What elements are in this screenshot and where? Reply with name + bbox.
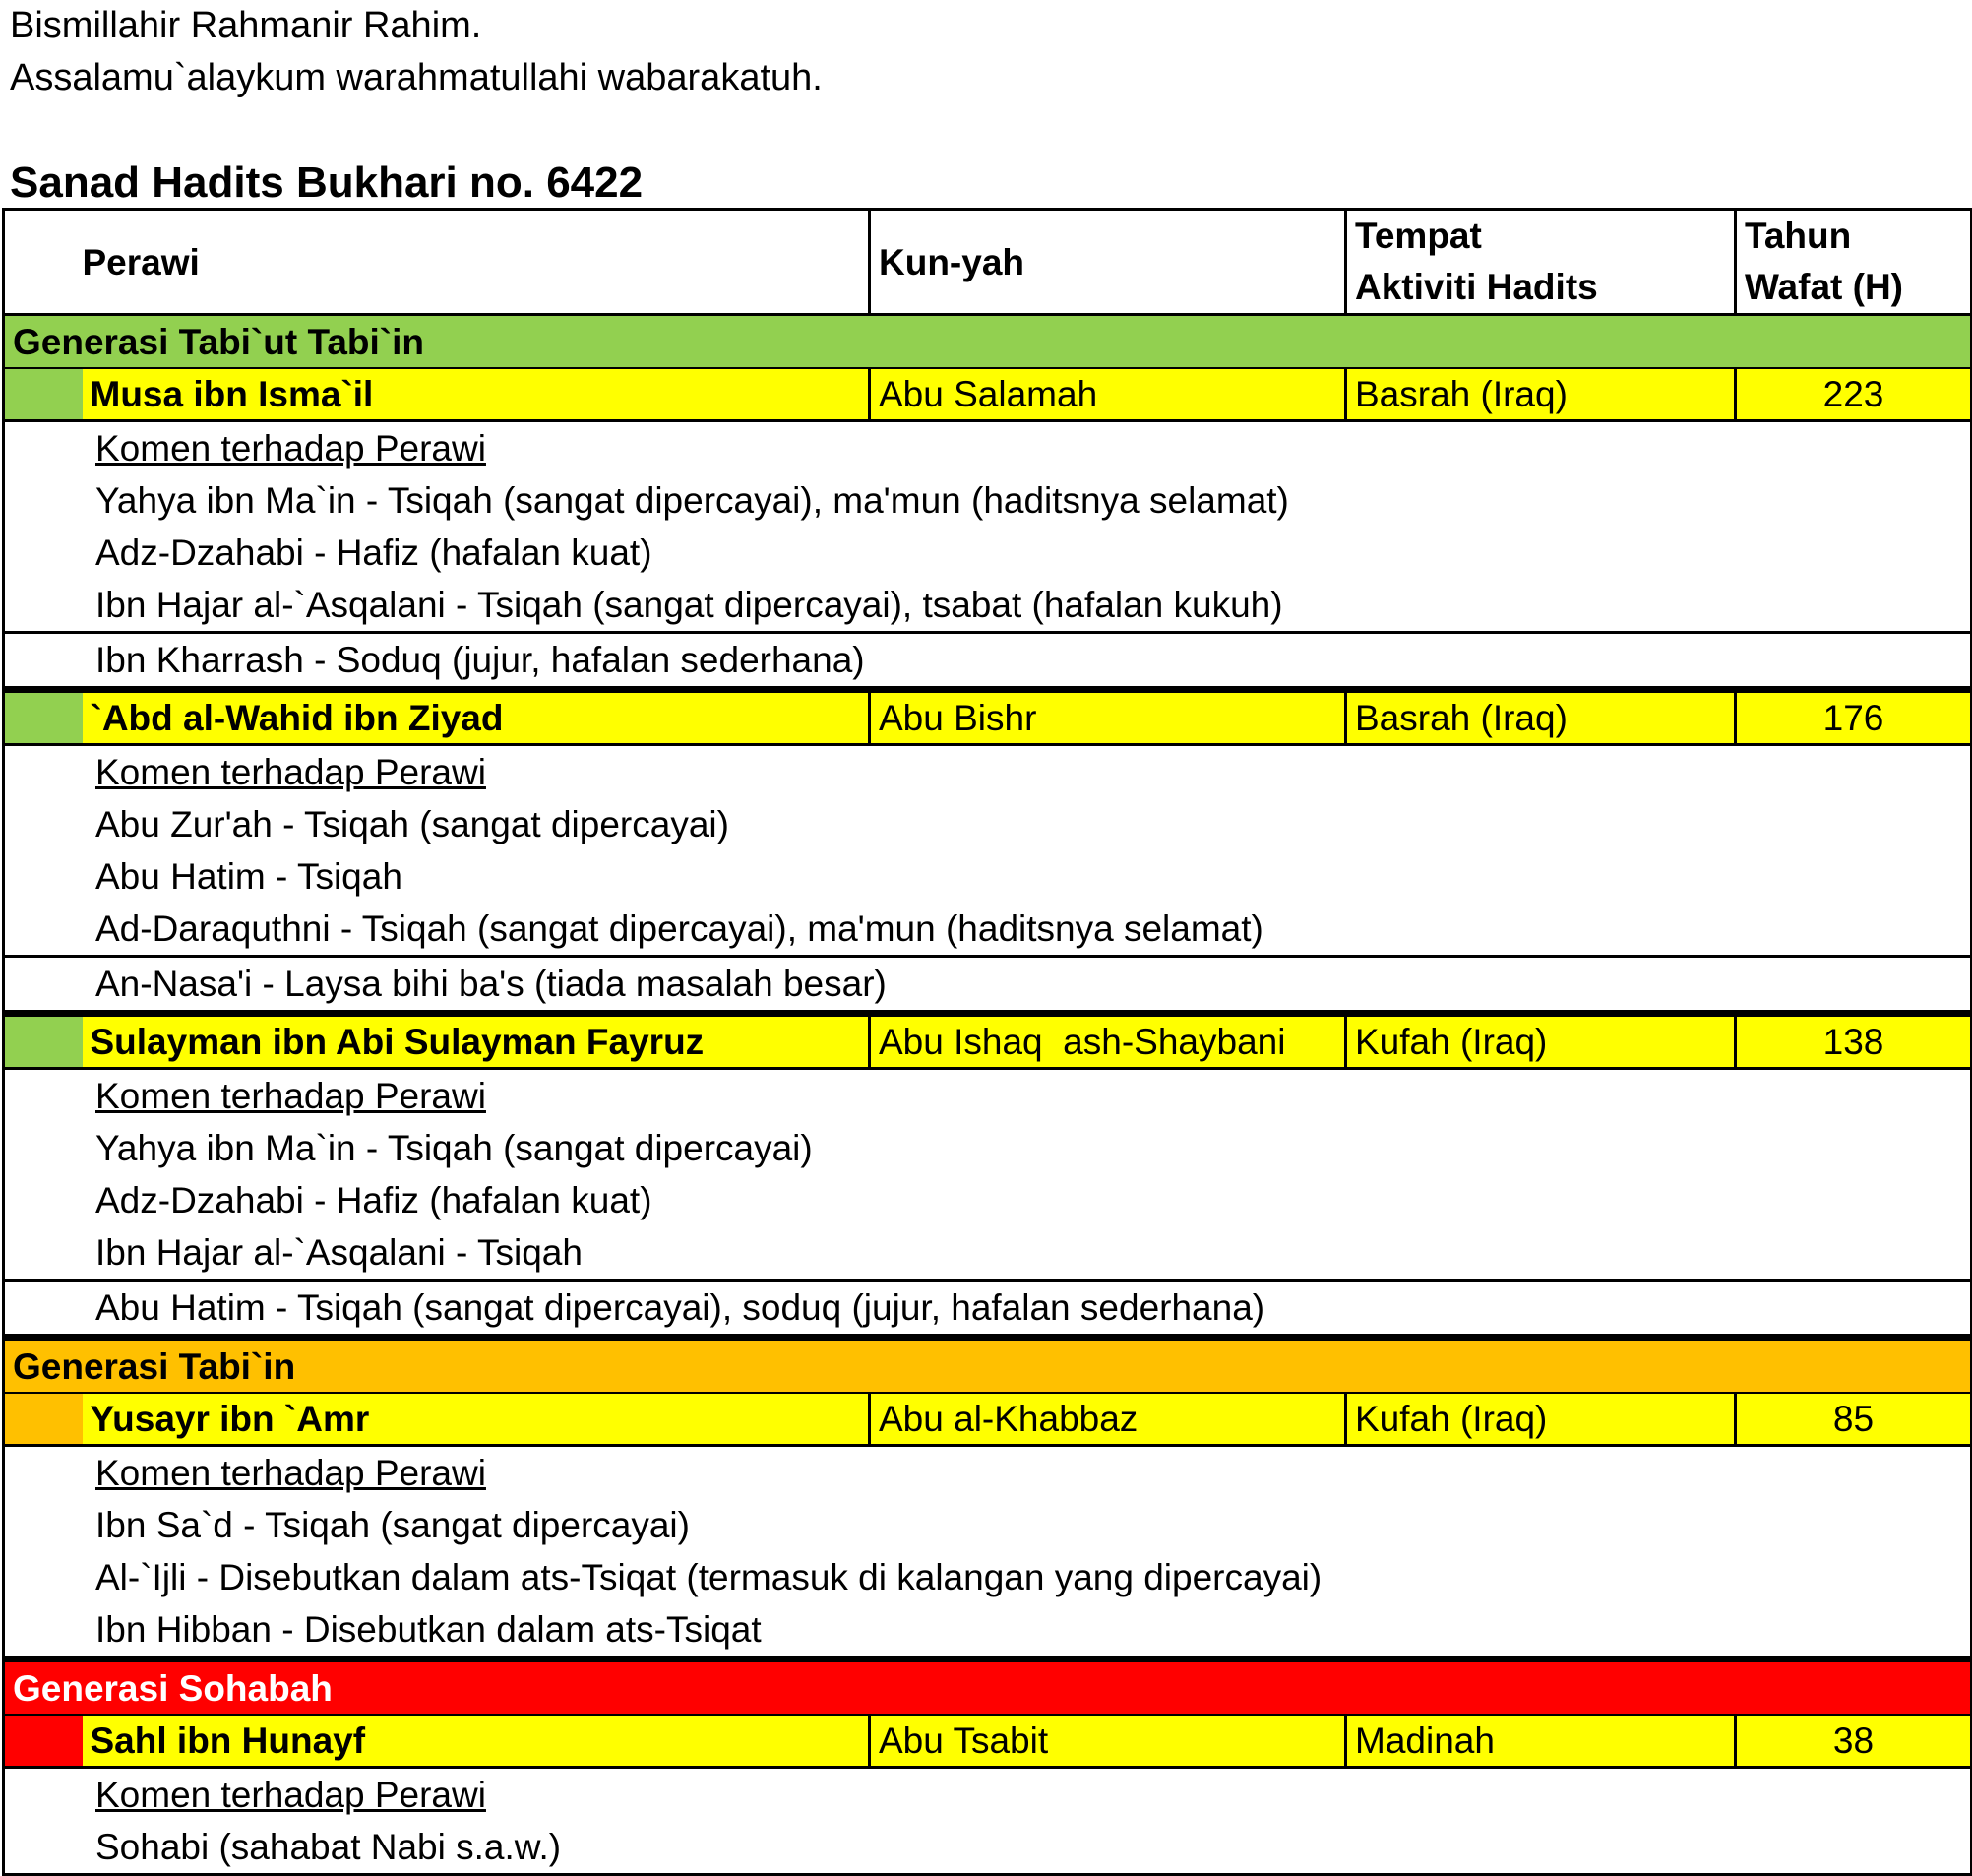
page-title: Sanad Hadits Bukhari no. 6422 [10,158,644,207]
generation-label: Generasi Sohabah [4,1659,1972,1716]
comment-row [4,1603,1972,1659]
narrator-tempat: Basrah (Iraq) [1346,690,1736,745]
narrator-wafat: 138 [1736,1014,1972,1069]
narrator-kunyah: Abu Tsabit [870,1715,1346,1768]
comment-text: Ibn Sa`d - Tsiqah (sangat dipercayai) [4,1499,1972,1551]
comment-row [4,633,1972,690]
comment-text: Abu Hatim - Tsiqah (sangat dipercayai), soduq (jujur, hafalan sederhana) [4,1281,1972,1338]
narrator-tempat: Basrah (Iraq) [1346,368,1736,421]
comment-text: Yahya ibn Ma`in - Tsiqah (sangat dipercayai) [4,1122,1972,1174]
comment-row [4,798,1972,850]
comment-text: Ibn Hajar al-`Asqalani - Tsiqah (sangat dipercayai), tsabat (hafalan kukuh) [4,579,1972,633]
header-tempat-line1: Tempat [1355,216,1482,256]
header-tahun [1736,210,1972,315]
comment-row [4,850,1972,903]
narrator-kunyah: Abu Salamah [870,368,1346,421]
narrator-name: Yusayr ibn `Amr [83,1393,870,1446]
comment-heading: Komen terhadap Perawi [4,421,1972,475]
comment-row [4,579,1972,633]
narrator-kunyah: Abu Ishaq ash-Shaybani [870,1014,1346,1069]
narrator-name: Sulayman ibn Abi Sulayman Fayruz [83,1014,870,1069]
generation-indicator [4,1014,83,1069]
comment-heading: Komen terhadap Perawi [4,1446,1972,1500]
header-tempat [1346,210,1736,315]
comment-row [4,1446,1972,1500]
comment-text: Ibn Hajar al-`Asqalani - Tsiqah [4,1226,1972,1281]
sanad-table [2,208,1972,1876]
comment-heading: Komen terhadap Perawi [4,1768,1972,1822]
narrator-name: Sahl ibn Hunayf [83,1715,870,1768]
comment-heading: Komen terhadap Perawi [4,745,1972,799]
narrator-row [4,1715,1972,1768]
comment-heading: Komen terhadap Perawi [4,1069,1972,1123]
comment-row [4,1768,1972,1822]
narrator-tempat: Kufah (Iraq) [1346,1014,1736,1069]
generation-indicator [4,1715,83,1768]
comment-text: An-Nasa'i - Laysa bihi ba's (tiada masalah besar) [4,957,1972,1014]
comment-text: Ad-Daraquthni - Tsiqah (sangat dipercayai), ma'mun (haditsnya selamat) [4,903,1972,957]
narrator-kunyah: Abu Bishr [870,690,1346,745]
narrator-wafat: 176 [1736,690,1972,745]
comment-row [4,474,1972,527]
comment-row [4,527,1972,579]
comment-row [4,1551,1972,1603]
comment-row [4,903,1972,957]
greeting-line-1: Bismillahir Rahmanir Rahim. [10,5,482,46]
generation-row [4,1659,1972,1716]
generation-row [4,1338,1972,1394]
header-tempat-line2: Aktiviti Hadits [1355,267,1598,307]
narrator-tempat: Madinah [1346,1715,1736,1768]
comment-row [4,745,1972,799]
comment-text: Abu Zur'ah - Tsiqah (sangat dipercayai) [4,798,1972,850]
comment-text: Adz-Dzahabi - Hafiz (hafalan kuat) [4,1174,1972,1226]
comment-text: Abu Hatim - Tsiqah [4,850,1972,903]
generation-indicator [4,690,83,745]
comment-text: Adz-Dzahabi - Hafiz (hafalan kuat) [4,527,1972,579]
narrator-row [4,1393,1972,1446]
header-tahun-line1: Tahun [1745,216,1852,256]
narrator-wafat: 38 [1736,1715,1972,1768]
comment-row [4,421,1972,475]
comment-row [4,1821,1972,1875]
comment-row [4,957,1972,1014]
generation-label: Generasi Tabi`ut Tabi`in [4,315,1972,369]
comment-row [4,1281,1972,1338]
narrator-row [4,1014,1972,1069]
comment-row [4,1499,1972,1551]
comment-row [4,1174,1972,1226]
narrator-wafat: 223 [1736,368,1972,421]
narrator-name: Musa ibn Isma`il [83,368,870,421]
header-tahun-line2: Wafat (H) [1745,267,1903,307]
comment-text: Ibn Hibban - Disebutkan dalam ats-Tsiqat [4,1603,1972,1659]
header-kunyah: Kun-yah [870,210,1346,315]
generation-indicator [4,368,83,421]
narrator-tempat: Kufah (Iraq) [1346,1393,1736,1446]
comment-row [4,1122,1972,1174]
header-perawi: Perawi [83,210,870,315]
narrator-kunyah: Abu al-Khabbaz [870,1393,1346,1446]
narrator-wafat: 85 [1736,1393,1972,1446]
comment-row [4,1226,1972,1281]
header-row [4,210,1972,315]
greeting-line-2: Assalamu`alaykum warahmatullahi wabarakatuh. [10,57,823,98]
comment-text: Al-`Ijli - Disebutkan dalam ats-Tsiqat (termasuk di kalangan yang dipercayai) [4,1551,1972,1603]
generation-indicator [4,1393,83,1446]
generation-row [4,315,1972,369]
generation-label: Generasi Tabi`in [4,1338,1972,1394]
comment-text: Yahya ibn Ma`in - Tsiqah (sangat dipercayai), ma'mun (haditsnya selamat) [4,474,1972,527]
narrator-row [4,368,1972,421]
comment-row [4,1069,1972,1123]
comment-text: Sohabi (sahabat Nabi s.a.w.) [4,1821,1972,1875]
comment-text: Ibn Kharrash - Soduq (jujur, hafalan sederhana) [4,633,1972,690]
narrator-row [4,690,1972,745]
narrator-name: `Abd al-Wahid ibn Ziyad [83,690,870,745]
